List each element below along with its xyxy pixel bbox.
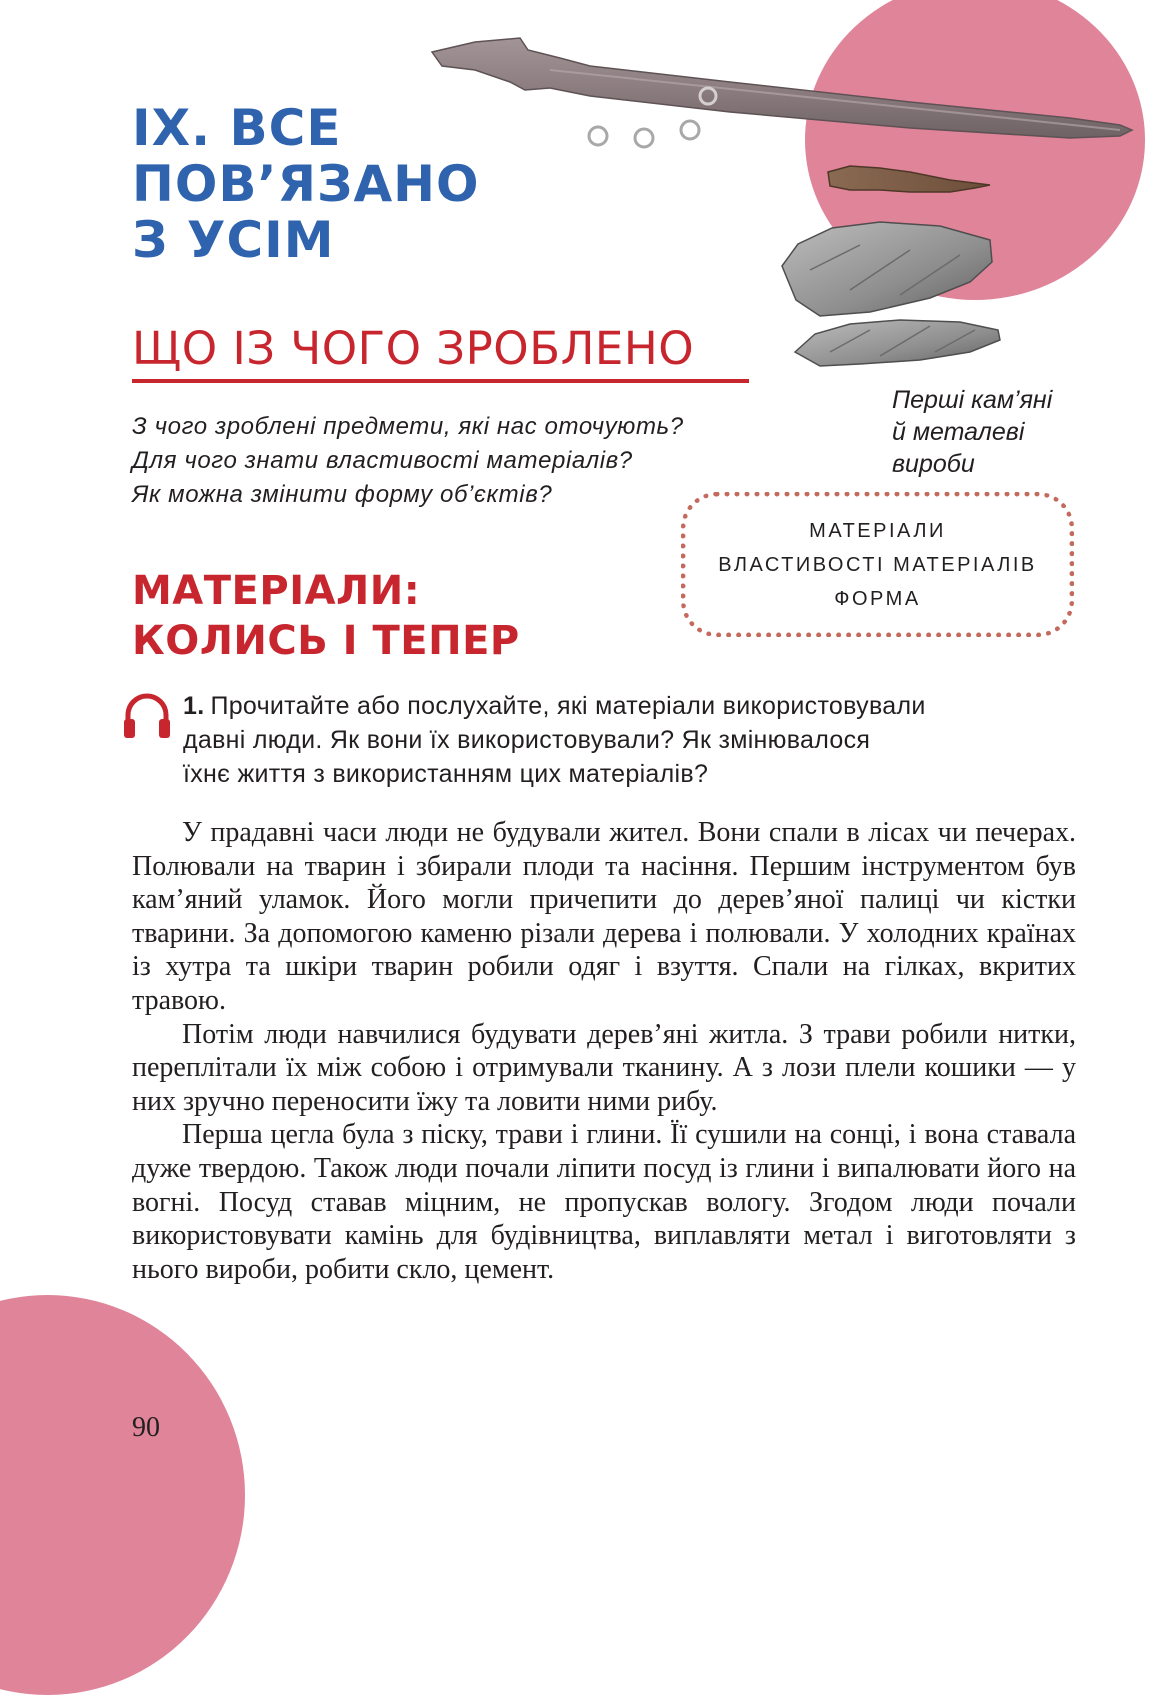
task-number: 1. [183, 692, 205, 720]
question-line: Як можна змінити форму об’єктів? [132, 481, 553, 508]
section-title-underline [132, 379, 749, 383]
intro-questions [132, 410, 772, 512]
keyword: МАТЕРІАЛИ [809, 519, 946, 542]
image-caption [892, 384, 1092, 480]
subsection-title-line: КОЛИСЬ І ТЕПЕР [132, 618, 520, 664]
subsection-title [132, 566, 520, 666]
headphones-icon[interactable] [122, 693, 172, 739]
keywords-box [681, 492, 1074, 637]
caption-line: й металеві [892, 418, 1025, 446]
paragraph: Перша цегла була з піску, трави і глини. Її сушили на сонці, і вона ставала дуже твердою. Також люди почали ліпити посуд із глини і випалювати його на вогні. Посуд ставав міцним, не пропускав вологу. Згодом люди почали використовувати камінь для будівництва, виплавляти метал і виготовляти з нього вироби, робити скло, цемент. [132, 1119, 1076, 1285]
task-1 [183, 689, 1063, 791]
task-line: давні люди. Як вони їх використовували? Як змінювалося [183, 726, 871, 754]
page-number: 90 [132, 1412, 160, 1443]
paragraph: У прадавні часи люди не будували жител. Вони спали в лісах чи печерах. Полювали на тварин і збирали плоди та насіння. Першим інструментом був кам’яний уламок. Його могли причепити до дерев’яної палиці чи кістки тварини. За допомогою каменю різали дерева і полювали. У холодних країнах із хутра та шкіри тварин робили одяг і взуття. Спали на гілках, вкритих травою. [132, 817, 1076, 1016]
caption-line: Перші кам’яні [892, 386, 1053, 414]
paragraph: Потім люди навчилися будувати дерев’яні житла. З трави робили нитки, переплітали їх між собою і отримували тканину. А з лози плели кошики — у них зручно переносити їжу та ловити ними рибу. [132, 1018, 1076, 1117]
chapter-title-line: ІХ. ВСЕ [132, 99, 342, 157]
subsection-title-line: МАТЕРІАЛИ: [132, 568, 421, 614]
chapter-title-line: ПОВ’ЯЗАНО [132, 155, 480, 213]
keyword: ФОРМА [834, 587, 921, 610]
body-text [132, 816, 1076, 1286]
question-line: З чого зроблені предмети, які нас оточують? [132, 413, 684, 440]
chapter-title [132, 100, 480, 268]
task-line [183, 689, 1063, 723]
task-text: Прочитайте або послухайте, які матеріали використовували [210, 692, 926, 720]
section-title: ЩО ІЗ ЧОГО ЗРОБЛЕНО [132, 322, 695, 375]
chapter-title-line: З УСІМ [132, 211, 335, 269]
task-line: їхнє життя з використанням цих матеріалів? [183, 760, 709, 788]
caption-line: вироби [892, 450, 975, 478]
decorative-circle-bottom [0, 1295, 245, 1695]
keyword: ВЛАСТИВОСТІ МАТЕРІАЛІВ [718, 553, 1037, 576]
question-line: Для чого знати властивості матеріалів? [132, 447, 633, 474]
